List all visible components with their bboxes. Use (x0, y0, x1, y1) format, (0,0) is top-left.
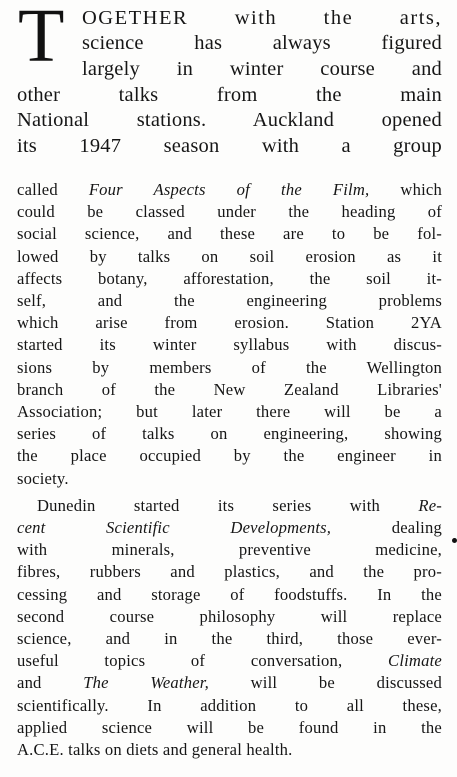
drop-cap: T (18, 0, 65, 78)
line-text: affects botany, afforestation, the soil it- (17, 268, 442, 288)
line-text: useful topics of conversation, (17, 651, 389, 671)
line-text: branch of the New Zealand Libraries' (17, 379, 442, 399)
text-line (17, 334, 442, 355)
text-line (82, 6, 442, 30)
line-text: social science, and these are to be fol- (17, 224, 442, 244)
italic-title: Climate (388, 651, 442, 671)
italic-title: cent Scientific Developments, (17, 518, 332, 537)
text-line (17, 650, 442, 671)
text-line (17, 312, 442, 333)
line-text: the place occupied by the engineer in (17, 446, 442, 466)
italic-title: Re- (418, 495, 442, 515)
text-line (17, 223, 442, 244)
text-line (17, 134, 442, 158)
italic-title: The Weather, (83, 673, 209, 693)
text-line (17, 468, 442, 489)
line-text: OGETHER with the arts, (82, 7, 442, 29)
line-text: largely in winter course and (82, 58, 442, 80)
text-line (17, 561, 442, 582)
text-line (17, 401, 442, 422)
line-text: A.C.E. talks on diets and general health. (17, 740, 293, 759)
line-text: lowed by talks on soil erosion as it (17, 246, 442, 266)
line-text: which arise from erosion. Station 2YA (17, 313, 442, 333)
line-text: other talks from the main (17, 84, 442, 106)
text-line (17, 672, 442, 693)
text-line (17, 584, 442, 605)
line-text: with minerals, preventive medicine, (17, 540, 442, 560)
line-text: started its winter syllabus with discus- (17, 335, 442, 355)
line-text: scientifically. In addition to all these, (17, 695, 442, 715)
italic-title: Four Aspects of the Film, (88, 180, 370, 199)
line-text: National stations. Auckland opened (17, 109, 442, 131)
text-line (82, 31, 442, 55)
text-line (17, 717, 442, 738)
line-text: and (17, 673, 84, 693)
line-text: sions by members of the Wellington (17, 357, 442, 377)
text-line (37, 495, 442, 516)
text-line (17, 179, 442, 200)
text-line (17, 423, 442, 444)
text-line (17, 695, 442, 716)
line-text: society. (17, 468, 69, 488)
line-text: cessing and storage of foodstuffs. In the (17, 584, 442, 604)
line-text: which (369, 180, 442, 199)
line-text: called (17, 180, 89, 199)
line-text: Dunedin started its series with (37, 495, 419, 515)
line-text: applied science will be found in the (17, 717, 442, 737)
text-line (17, 539, 442, 560)
text-line (82, 57, 442, 81)
line-text: will be discussed (208, 673, 442, 693)
text-line (17, 290, 442, 311)
text-line (17, 628, 442, 649)
line-text: series of talks on engineering, showing (17, 424, 442, 444)
ink-speck (452, 538, 457, 543)
text-line (17, 108, 442, 132)
line-text: dealing (331, 518, 442, 537)
line-text: fibres, rubbers and plastics, and the pro- (17, 562, 442, 582)
text-line (17, 246, 442, 267)
line-text: could be classed under the heading of (17, 202, 442, 222)
text-line (17, 83, 442, 107)
text-line (17, 606, 442, 627)
text-line (17, 445, 442, 466)
line-text: its 1947 season with a group (17, 135, 442, 157)
line-text: second course philosophy will replace (17, 606, 442, 626)
line-text: Association; but later there will be a (17, 402, 442, 421)
text-line (17, 357, 442, 378)
line-text: science has always figured (82, 32, 442, 54)
line-text: self, and the engineering problems (17, 291, 442, 310)
line-text: science, and in the third, those ever- (17, 629, 442, 648)
text-line (17, 379, 442, 400)
text-line (17, 268, 442, 289)
text-line (17, 517, 442, 538)
text-line (17, 739, 442, 760)
text-line (17, 201, 442, 222)
